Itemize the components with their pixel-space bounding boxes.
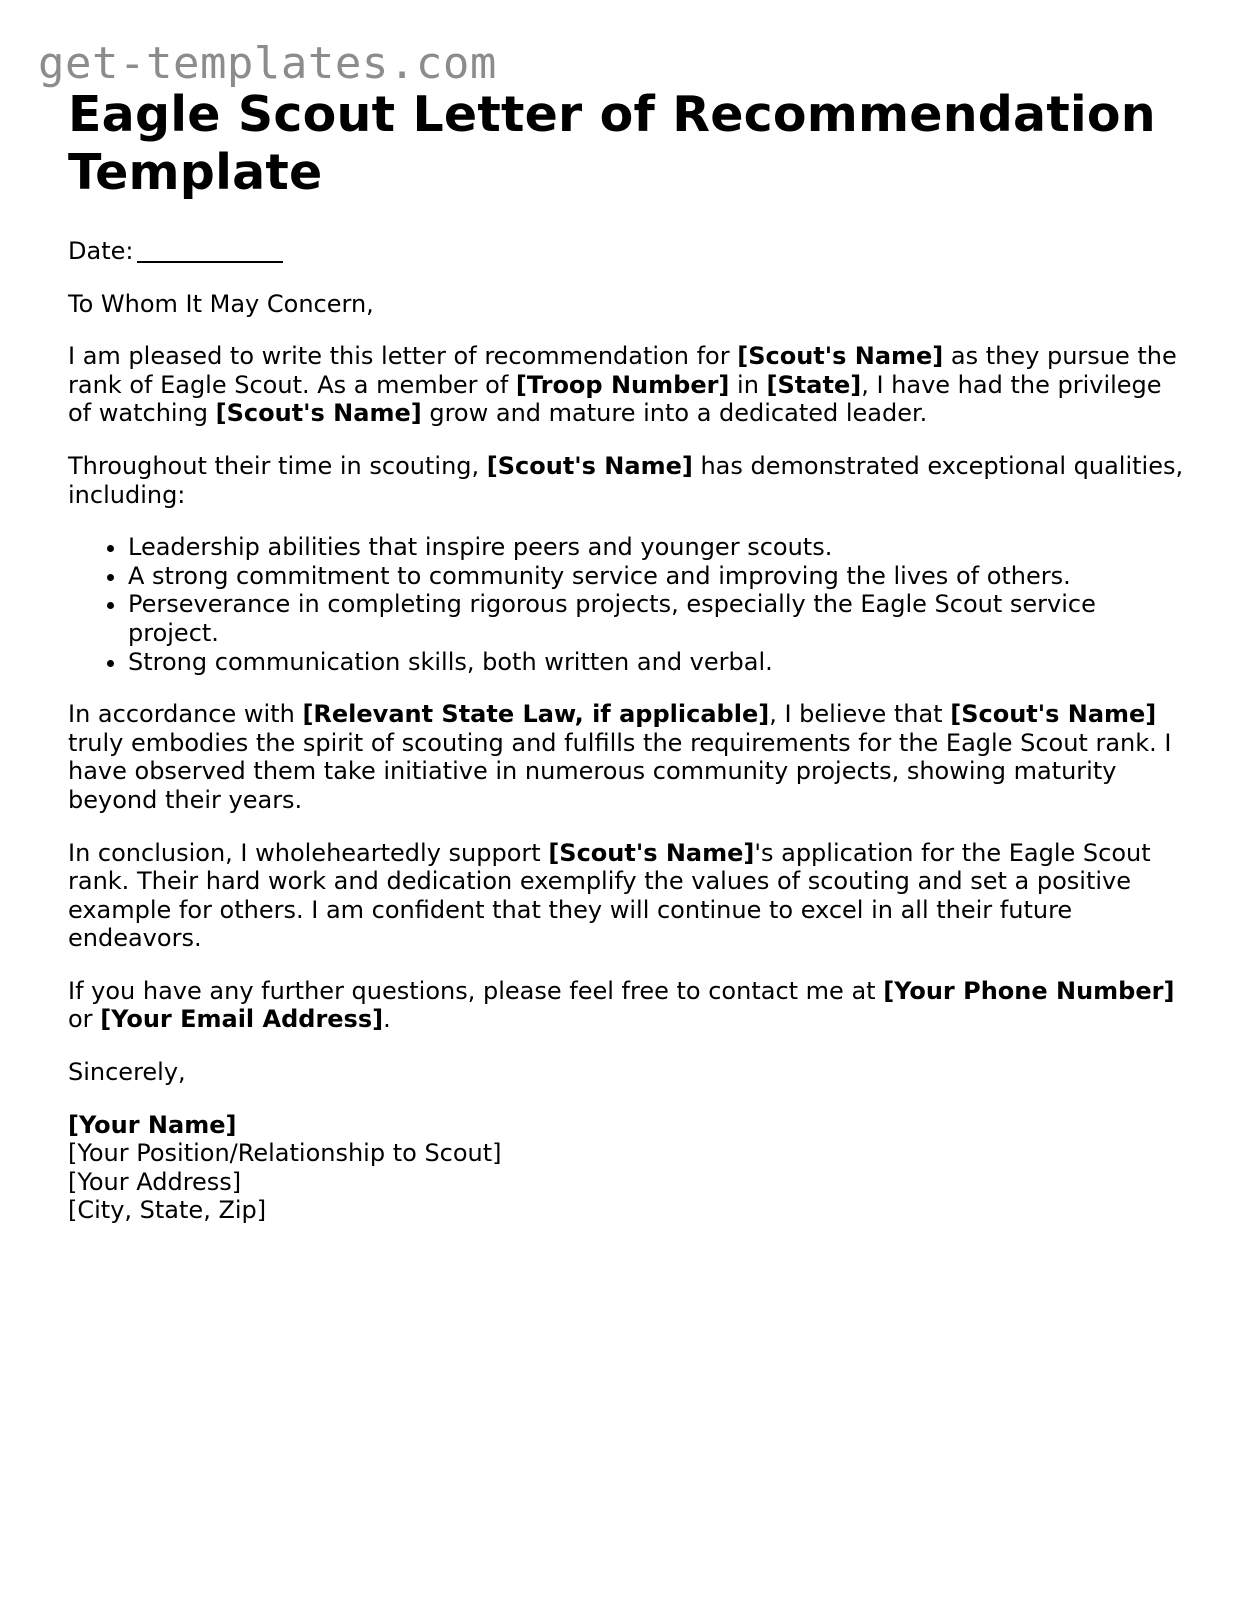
qualities-intro-paragraph <box>68 452 1188 509</box>
signature-block <box>68 1111 1188 1225</box>
site-watermark: get-templates.com <box>38 38 497 89</box>
state-placeholder: [State] <box>766 370 862 399</box>
page-title: Eagle Scout Letter of Recommendation Template <box>68 86 1156 201</box>
conclusion-paragraph <box>68 839 1188 953</box>
p2-text: Throughout their time in scouting, <box>68 451 487 480</box>
date-label: Date: <box>68 237 134 265</box>
signer-city: [City, State, Zip] <box>68 1196 267 1225</box>
contact-paragraph <box>68 977 1188 1034</box>
p3-text: truly embodies the spirit of scouting and fulfills the requirements for the Eagle Scout rank. I have observed them take initiative in numerous community projects, showing maturity beyond their years. <box>68 728 1172 814</box>
signer-name: [Your Name] <box>68 1110 237 1139</box>
signer-position: [Your Position/Relationship to Scout] <box>68 1139 502 1168</box>
phone-placeholder: [Your Phone Number] <box>883 976 1175 1005</box>
p5-text: or <box>68 1005 101 1034</box>
salutation: To Whom It May Concern, <box>68 289 374 318</box>
law-paragraph <box>68 700 1188 814</box>
letter-document <box>68 86 1188 1225</box>
p1-text: grow and mature into a dedicated leader. <box>421 399 928 428</box>
p1-text: as they pursue the rank of Eagle Scout. As a member of <box>68 342 1177 399</box>
p3-text: In accordance with <box>68 700 303 729</box>
p5-text: . <box>383 1005 391 1034</box>
email-placeholder: [Your Email Address] <box>100 1005 384 1034</box>
signer-address: [Your Address] <box>68 1167 242 1196</box>
date-field <box>68 237 1188 266</box>
list-item: • Strong communication skills, both written and verbal. <box>128 648 1188 677</box>
intro-paragraph <box>68 342 1188 428</box>
scout-name-placeholder: [Scout's Name] <box>486 451 693 480</box>
scout-name-placeholder: [Scout's Name] <box>737 342 944 371</box>
date-blank-line <box>137 239 283 263</box>
p2-text: has demonstrated exceptional qualities, including: <box>68 451 1184 509</box>
list-item: • Leadership abilities that inspire peers and younger scouts. <box>128 533 1188 562</box>
p1-text: in <box>729 370 767 399</box>
qualities-list <box>68 533 1188 676</box>
p3-text: , I believe that <box>769 700 951 729</box>
p5-text: If you have any further questions, please feel free to contact me at <box>68 976 884 1005</box>
troop-number-placeholder: [Troop Number] <box>515 370 730 399</box>
closing: Sincerely, <box>68 1058 186 1087</box>
p1-text: , I have had the privilege of watching <box>68 370 1162 428</box>
p4-text: 's application for the Eagle Scout rank. Their hard work and dedication exemplify the values of scouting and set a positive example for others. I am confident that they will continue to excel in all their future endeavors. <box>68 838 1151 953</box>
p4-text: In conclusion, I wholeheartedly support <box>68 838 549 867</box>
list-item: • A strong commitment to community service and improving the lives of others. <box>128 562 1188 591</box>
p1-text: I am pleased to write this letter of recommendation for <box>68 342 738 371</box>
scout-name-placeholder: [Scout's Name] <box>548 838 755 867</box>
list-item: • Perseverance in completing rigorous projects, especially the Eagle Scout service project. <box>128 590 1188 647</box>
scout-name-placeholder: [Scout's Name] <box>950 700 1157 729</box>
state-law-placeholder: [Relevant State Law, if applicable] <box>302 700 770 729</box>
scout-name-placeholder: [Scout's Name] <box>215 399 422 428</box>
